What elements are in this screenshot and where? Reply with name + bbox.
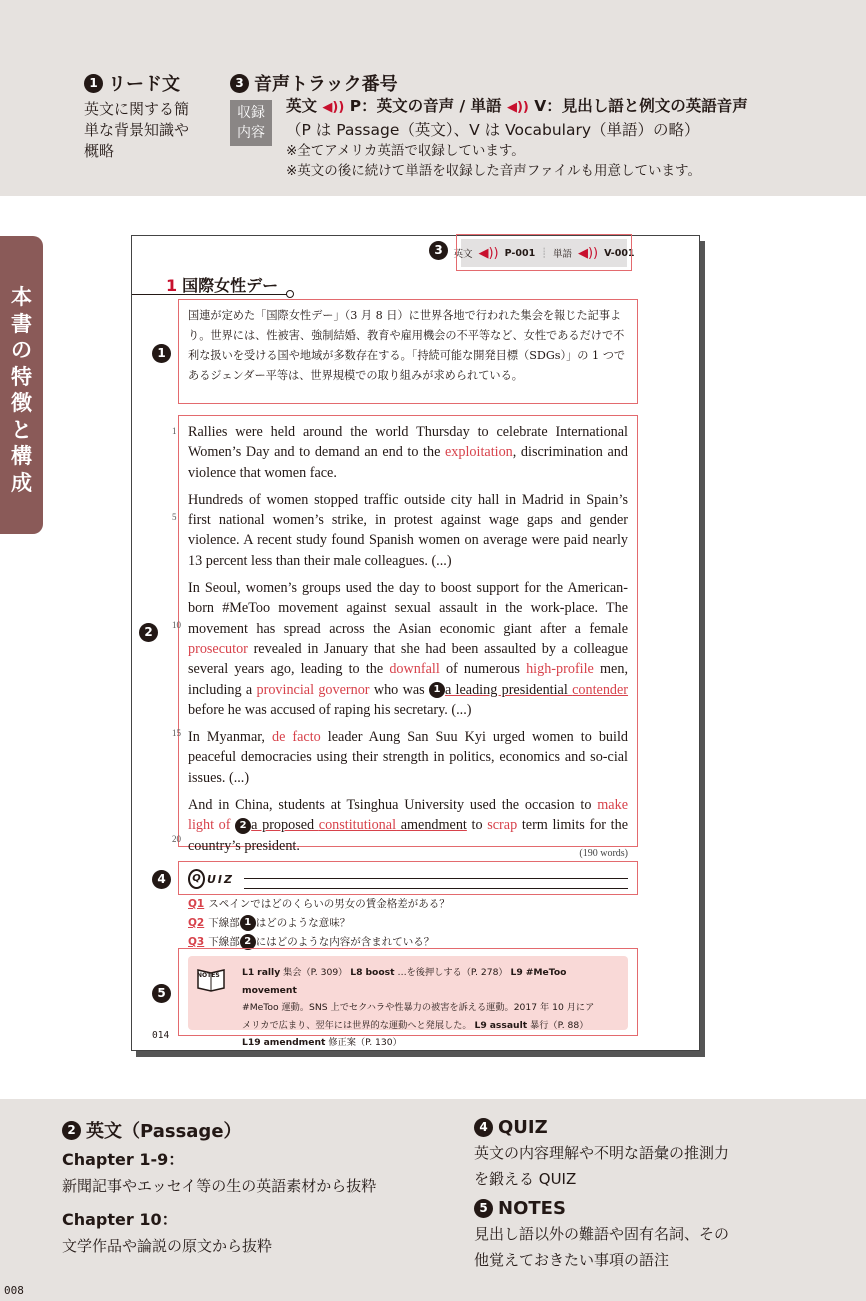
text-fragment: before he was accused of raping his secretary. (...) — [188, 701, 472, 718]
note-term: boost — [365, 967, 395, 978]
quiz-legend-desc — [474, 1140, 804, 1192]
lead-legend-title: リード文 — [108, 74, 180, 95]
track-line-sub: （P は Passage（英文）、V は Vocabulary（単語）の略） — [286, 121, 700, 139]
note-gloss: メリカで広まり、翌年には世界的な運動へと発展した。 — [242, 1019, 472, 1031]
text-fragment: to — [466, 817, 488, 834]
chapter-range-desc: 新聞記事やエッセイ等の生の英語素材から抜粋 — [62, 1177, 377, 1195]
note-term: amendment — [263, 1037, 326, 1048]
question-text: にはどのような内容が含まれている？ — [255, 936, 435, 948]
track-description — [286, 95, 826, 181]
desc-line: 英文の内容理解や不明な語彙の推測力 — [474, 1144, 730, 1162]
track-legend-heading — [230, 70, 830, 96]
chip-label: 単語 — [552, 249, 572, 260]
number-marker: 3 — [429, 241, 448, 260]
quiz-legend-heading — [474, 1117, 804, 1138]
quiz-rule — [244, 878, 628, 879]
title-rule-end-dot — [286, 290, 294, 298]
notes-legend-heading — [474, 1198, 804, 1219]
word-count: (190 words) — [579, 848, 628, 859]
quiz-legend — [474, 1117, 804, 1192]
desc-line: 英文に関する簡 — [84, 100, 190, 118]
note-gloss: 集会（P. 309） — [283, 967, 348, 978]
speaker-icon: ◀)) — [478, 245, 499, 261]
underlined-phrase — [445, 682, 628, 698]
number-marker: 4 — [474, 1118, 493, 1137]
note-gloss: …を後押しする（P. 278） — [397, 967, 508, 978]
question-text: はどのような意味？ — [255, 917, 351, 929]
number-marker: 1 — [152, 344, 171, 363]
underlined-phrase — [251, 817, 467, 833]
chapter-range-desc: 文学作品や論説の原文から抜粋 — [62, 1237, 273, 1255]
passage-paragraph — [188, 795, 628, 856]
tab-char: 成 — [11, 470, 32, 495]
notes-line — [242, 1034, 622, 1052]
quiz-legend-title: QUIZ — [498, 1117, 548, 1138]
note-gloss: 暴行（P. 88） — [530, 1019, 589, 1031]
number-marker: 2 — [62, 1121, 81, 1140]
line-number: 5 — [172, 512, 177, 522]
box-line: 収録 — [237, 105, 265, 121]
question-text: スペインではどのくらいの男女の賃金格差がある？ — [208, 898, 450, 910]
desc-line: 他覚えておきたい事項の語注 — [474, 1251, 670, 1269]
tab-char: 特 — [11, 364, 32, 389]
quiz-q-icon: Q — [188, 869, 205, 889]
vocab-highlight: high-profile — [526, 661, 594, 678]
line-number: 15 — [172, 728, 181, 738]
passage-paragraph — [188, 727, 628, 788]
vocab-highlight: downfall — [389, 661, 440, 678]
underline-marker: 2 — [240, 934, 256, 950]
title-rule — [132, 294, 288, 295]
number-marker: 2 — [139, 623, 158, 642]
line-ref: L9 — [474, 1019, 487, 1031]
speaker-icon: ◀)) — [577, 245, 599, 261]
tab-char: 書 — [11, 311, 32, 336]
text-fragment: amendment — [396, 817, 467, 834]
vocab-highlight: exploitation — [445, 444, 513, 461]
chip-separator: ┊ — [541, 247, 547, 259]
text-fragment: In Myanmar, — [188, 729, 272, 746]
sample-page-number: 014 — [152, 1030, 170, 1041]
speaker-icon: ◀)) — [322, 100, 345, 115]
text-fragment: P：英文の音声 / 単語 — [349, 97, 502, 115]
tab-char: と — [11, 417, 32, 442]
quiz-rule — [244, 888, 628, 889]
notes-legend-title: NOTES — [498, 1198, 566, 1219]
lead-text: 国連が定めた「国際女性デー」（3 月 8 日）に世界各地で行われた集会を報じた記事より。世界には、性被害、強制結婚、教育や雇用機会の不平等など、女性であるだけで不利な扱いを受ける国や地域が多数存在する。「持続可能な開発目標（SDGs）」の 1 つであるジェンダー平等は、世界規模での取り組みが求められている。 — [188, 309, 626, 382]
notes-legend — [474, 1198, 804, 1273]
tab-char: 徴 — [11, 391, 32, 415]
text-fragment: term limits for the country’s president. — [188, 817, 628, 854]
desc-line: を鍛える QUIZ — [474, 1170, 577, 1188]
line-ref: L19 — [242, 1037, 261, 1048]
lead-legend-heading — [84, 70, 214, 96]
tab-char: 本 — [11, 285, 32, 309]
note-gloss: 修正案（P. 130） — [328, 1037, 402, 1048]
vocab-highlight: prosecutor — [188, 640, 248, 657]
line-number: 1 — [172, 426, 177, 436]
line-number: 20 — [172, 834, 181, 844]
vocab-highlight: scrap — [487, 817, 518, 834]
text-fragment: men, including a — [188, 661, 628, 698]
note-term: rally — [257, 967, 281, 978]
passage-legend — [62, 1117, 442, 1256]
passage-legend-heading — [62, 1117, 442, 1143]
question-label: Q1 — [188, 898, 205, 910]
text-fragment: revealed in January that she had been assaulted by a colleague several years ago, leading to the — [188, 640, 628, 678]
track-legend — [230, 70, 830, 179]
passage-track-code: P-001 — [504, 247, 536, 259]
passage-paragraph: Hundreds of women stopped traffic outside city hall in Madrid in Spain’s first national women’s strike, in protest against wage gaps and gender violence. A recent study found Spanish women on average were paid nearly 13 percent less than their male colleagues. (...) — [188, 491, 628, 569]
passage-paragraph — [188, 578, 628, 720]
passage-paragraph — [188, 422, 628, 483]
track-legend-title: 音声トラック番号 — [254, 74, 398, 95]
line-ref: L8 — [350, 967, 363, 978]
chapter-title-text: 国際女性デー — [182, 276, 279, 295]
text-fragment: who was — [369, 681, 429, 698]
passage-legend-title: 英文（Passage） — [86, 1121, 242, 1142]
quiz-title: UIZ — [207, 873, 235, 886]
callout-box-track — [456, 234, 635, 271]
underline-marker: 1 — [429, 682, 445, 698]
chapter-number: 1 — [166, 276, 178, 295]
text-fragment: 英文 — [286, 97, 318, 115]
quiz-question — [188, 895, 628, 914]
box-line: 内容 — [237, 125, 265, 141]
desc-line: 概略 — [84, 142, 115, 160]
text-fragment: , discrimination and violence that women face. — [188, 444, 628, 481]
number-marker: 3 — [230, 74, 249, 93]
quiz-questions — [188, 895, 628, 952]
line-number: 10 — [172, 620, 181, 630]
recording-content-box — [230, 100, 272, 146]
chapter-range: Chapter 1-9： — [62, 1150, 185, 1169]
lead-legend — [84, 70, 214, 162]
line-ref: L1 — [242, 967, 255, 978]
note-term: #MeToo movement — [242, 967, 567, 996]
question-label: Q2 — [188, 917, 205, 929]
text-fragment: In Seoul, women’s groups used the day to boost support for the American-born #MeToo movement against sexual assault in the work-place. The movement has spread across the Asian economic giant after a female — [188, 580, 628, 637]
chip-label: 英文 — [453, 249, 473, 260]
notes-legend-desc — [474, 1221, 804, 1273]
underline-marker: 1 — [240, 915, 256, 931]
text-fragment: V：見出し語と例文の英語音声 — [534, 97, 748, 115]
vocab-track-code: V-001 — [604, 247, 635, 259]
question-text: 下線部 — [208, 936, 240, 948]
desc-line: 単な背景知識や — [84, 121, 190, 139]
track-line-main — [286, 95, 826, 119]
question-text: 下線部 — [208, 917, 240, 929]
track-note: ※英文の後に続けて単語を収録した音声ファイルも用意しています。 — [286, 163, 701, 179]
chapter-range: Chapter 10： — [62, 1210, 178, 1229]
notes-line — [242, 964, 622, 999]
number-marker: 5 — [474, 1199, 493, 1218]
underline-marker: 2 — [235, 818, 251, 834]
text-fragment: Rallies were held around the world Thursday to celebrate International Women’s Day and to demand an end to the — [188, 424, 628, 461]
section-side-tab — [0, 236, 43, 534]
notes-box — [188, 956, 628, 1048]
notes-book-icon — [196, 966, 226, 992]
top-legend-band — [0, 0, 866, 196]
passage-text — [188, 422, 628, 863]
vocab-highlight: make light of — [188, 797, 628, 834]
number-marker: 4 — [152, 870, 171, 889]
desc-line: 見出し語以外の難語や固有名詞、その — [474, 1225, 730, 1243]
vocab-highlight: contender — [572, 681, 629, 698]
notes-line: #MeToo 運動。SNS 上でセクハラや性暴力の被害を訴える運動。2017 年 10 月にア — [242, 1002, 595, 1013]
vocab-highlight: provincial governor — [256, 681, 370, 698]
sample-page — [131, 235, 700, 1051]
text-fragment: a leading presidential — [444, 681, 573, 698]
tab-char: の — [11, 338, 32, 362]
vocab-highlight: de facto — [272, 729, 321, 746]
note-term: assault — [489, 1019, 528, 1031]
notes-icon-label: NOTES — [197, 972, 220, 979]
lead-legend-desc — [84, 99, 214, 162]
quiz-question — [188, 914, 628, 933]
number-marker: 5 — [152, 984, 171, 1003]
book-page-number: 008 — [4, 1284, 24, 1297]
text-fragment: of numerous — [439, 661, 527, 678]
text-fragment: leader Aung San Suu Kyi urged women to build peaceful democracies using their strength in politics, economics and so-cial issues. (...) — [188, 729, 628, 786]
number-marker: 1 — [84, 74, 103, 93]
speaker-icon: ◀)) — [506, 100, 529, 115]
line-ref: L9 — [510, 967, 523, 978]
track-note: ※全てアメリカ英語で収録しています。 — [286, 143, 525, 159]
question-label: Q3 — [188, 936, 205, 948]
text-fragment: And in China, students at Tsinghua University used the occasion to — [188, 797, 598, 814]
vocab-highlight: constitutional — [318, 817, 397, 834]
tab-char: 構 — [11, 444, 32, 468]
text-fragment: a proposed — [251, 817, 319, 834]
notes-line — [242, 1017, 622, 1035]
notes-text — [242, 964, 622, 1052]
quiz-heading — [188, 869, 628, 891]
chapter-title — [166, 273, 278, 296]
